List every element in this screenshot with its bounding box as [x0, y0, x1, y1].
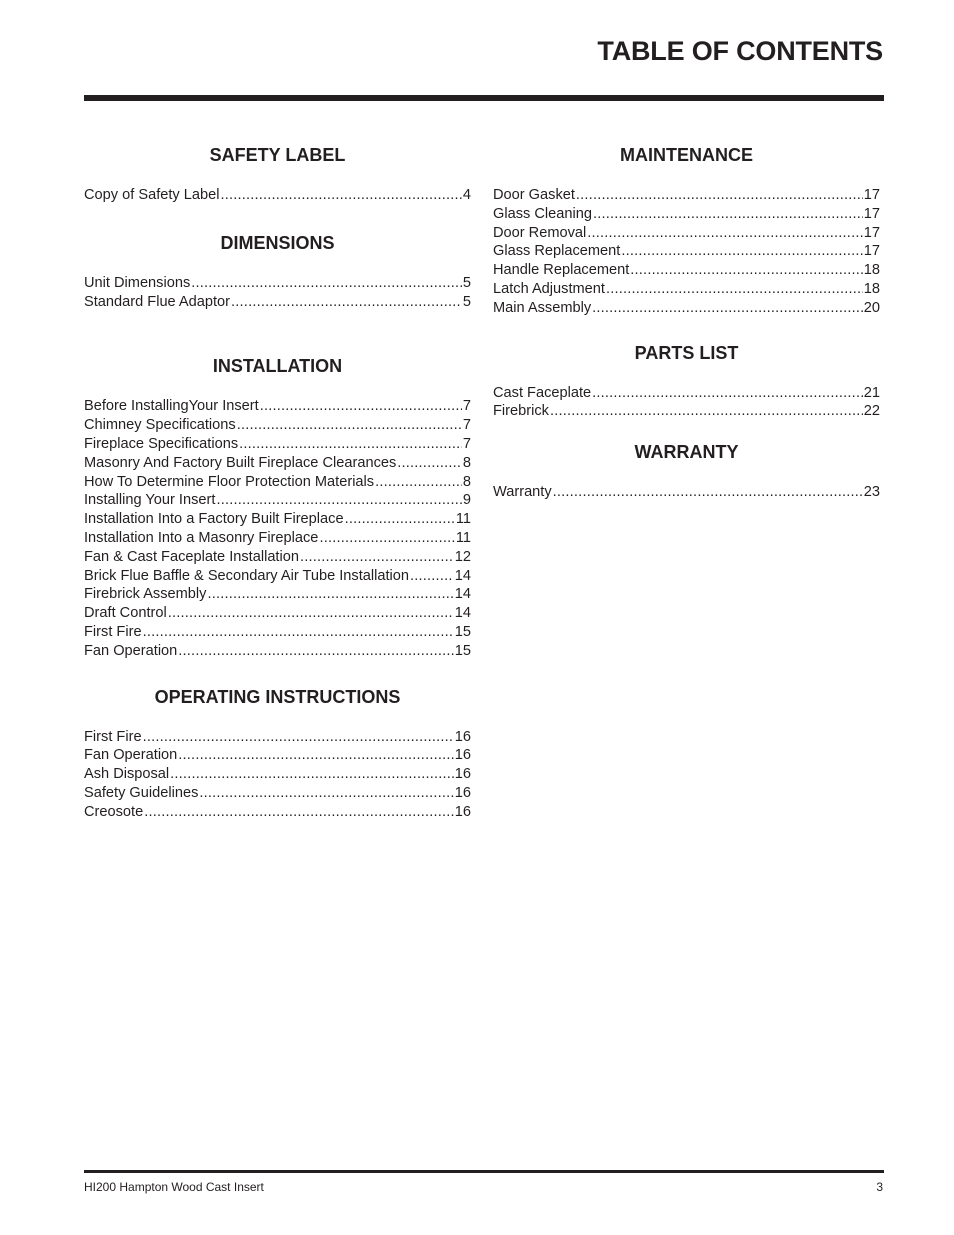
dot-leader [630, 261, 862, 280]
toc-entry[interactable] [84, 397, 471, 416]
toc-entry[interactable] [84, 765, 471, 784]
dot-leader [606, 280, 863, 299]
entry-title: Glass Replacement [493, 243, 621, 260]
toc-entry[interactable] [493, 402, 880, 421]
dot-leader [592, 384, 863, 403]
page-title: TABLE OF CONTENTS [597, 36, 883, 66]
section-parts-list [493, 342, 880, 422]
toc-entry[interactable] [84, 567, 471, 586]
entry-title: Handle Replacement [493, 262, 630, 279]
entry-title: Unit Dimensions [84, 274, 191, 291]
toc-entry[interactable] [84, 548, 471, 567]
toc-entry[interactable] [84, 585, 471, 604]
toc-entry[interactable] [84, 529, 471, 548]
footer-document-name: HI200 Hampton Wood Cast Insert [84, 1180, 264, 1194]
toc-entry[interactable] [84, 642, 471, 661]
toc-entry[interactable] [493, 186, 880, 205]
toc-entry[interactable] [84, 728, 471, 747]
entry-page-number: 16 [454, 766, 471, 783]
entry-title: Draft Control [84, 605, 167, 622]
dot-leader [178, 746, 453, 765]
dot-leader [550, 402, 863, 421]
entry-page-number: 9 [462, 492, 471, 509]
dot-leader [199, 784, 453, 803]
entry-page-number: 12 [454, 548, 471, 565]
entry-page-number: 8 [462, 473, 471, 490]
dot-leader [553, 483, 863, 502]
toc-entry[interactable] [493, 205, 880, 224]
entry-list [84, 728, 471, 822]
entry-title: Fan Operation [84, 642, 178, 659]
dot-leader [397, 454, 462, 473]
footer-page-number: 3 [876, 1180, 883, 1194]
dot-leader [170, 765, 454, 784]
dot-leader [592, 299, 863, 318]
entry-list [84, 186, 471, 205]
dot-leader [216, 491, 461, 510]
dot-leader [587, 224, 862, 243]
section-dimensions [84, 232, 471, 312]
section-heading: DIMENSIONS [220, 232, 335, 253]
toc-entry[interactable] [84, 491, 471, 510]
entry-page-number: 7 [462, 435, 471, 452]
entry-title: Door Gasket [493, 187, 575, 203]
entry-title: Creosote [84, 803, 144, 820]
entry-title: Firebrick [493, 403, 549, 420]
entry-page-number: 17 [863, 187, 880, 203]
entry-list [493, 483, 880, 502]
dot-leader [143, 623, 454, 642]
entry-title: Installing Your Insert [84, 492, 216, 509]
toc-entry[interactable] [84, 416, 471, 435]
dot-leader [621, 242, 862, 261]
entry-title: Before InstallingYour Insert [84, 398, 259, 415]
entry-title: Door Removal [493, 224, 587, 241]
dot-leader [260, 397, 462, 416]
entry-list [84, 274, 471, 312]
entry-page-number: 17 [863, 243, 880, 260]
entry-title: First Fire [84, 623, 142, 640]
toc-entry[interactable] [493, 483, 880, 502]
entry-page-number: 7 [462, 417, 471, 434]
entry-list [493, 384, 880, 422]
dot-leader [178, 642, 453, 661]
toc-entry[interactable] [84, 784, 471, 803]
entry-title: Installation Into a Masonry Fireplace [84, 529, 319, 546]
entry-title: Latch Adjustment [493, 280, 605, 297]
section-heading: SAFETY LABEL [209, 145, 346, 165]
entry-page-number: 14 [454, 605, 471, 622]
entry-page-number: 16 [454, 784, 471, 801]
entry-page-number: 17 [863, 205, 880, 222]
entry-title: How To Determine Floor Protection Materials [84, 473, 375, 490]
toc-entry[interactable] [84, 454, 471, 473]
dot-leader [143, 728, 454, 747]
toc-entry[interactable] [493, 384, 880, 403]
entry-page-number: 18 [863, 280, 880, 297]
dot-leader [410, 567, 454, 586]
toc-entry[interactable] [84, 803, 471, 822]
entry-title: Masonry And Factory Built Fireplace Clearances [84, 454, 397, 471]
entry-title: Fan & Cast Faceplate Installation [84, 548, 299, 565]
toc-left-column [84, 144, 471, 822]
entry-page-number: 22 [863, 403, 880, 420]
entry-page-number: 16 [454, 747, 471, 764]
entry-title: Firebrick Assembly [84, 586, 207, 603]
entry-title: Cast Faceplate [493, 384, 592, 401]
dot-leader [300, 548, 454, 567]
entry-page-number: 11 [455, 529, 471, 546]
toc-entry[interactable] [493, 280, 880, 299]
entry-page-number: 15 [454, 642, 471, 659]
entry-list [493, 186, 880, 318]
dot-leader [144, 803, 454, 822]
toc-entry[interactable] [84, 746, 471, 765]
footer-divider [84, 1170, 884, 1173]
section-installation [84, 355, 471, 660]
entry-title: First Fire [84, 728, 142, 745]
entry-page-number: 7 [462, 398, 471, 415]
entry-title: Brick Flue Baffle & Secondary Air Tube Installation [84, 567, 410, 584]
dot-leader [319, 529, 454, 548]
section-warranty [493, 441, 880, 502]
entry-page-number: 5 [462, 293, 471, 310]
header-divider [84, 95, 884, 101]
section-maintenance [493, 144, 880, 318]
entry-page-number: 18 [863, 262, 880, 279]
entry-title: Main Assembly [493, 299, 592, 316]
toc-entry[interactable] [493, 299, 880, 318]
entry-page-number: 14 [454, 586, 471, 603]
toc-right-column [493, 144, 880, 502]
entry-page-number: 8 [462, 454, 471, 471]
toc-entry[interactable] [84, 604, 471, 623]
entry-page-number: 14 [454, 567, 471, 584]
section-heading: MAINTENANCE [620, 145, 753, 165]
toc-entry[interactable] [84, 186, 471, 205]
entry-page-number: 23 [863, 484, 880, 501]
entry-page-number: 16 [454, 803, 471, 820]
dot-leader [239, 435, 462, 454]
dot-leader [207, 585, 453, 604]
toc-entry[interactable] [493, 261, 880, 280]
section-heading: WARRANTY [634, 442, 739, 463]
entry-title: Warranty [493, 484, 552, 501]
entry-title: Ash Disposal [84, 766, 170, 783]
toc-entry[interactable] [84, 510, 471, 529]
dot-leader [191, 274, 462, 293]
section-operating-instructions [84, 686, 471, 822]
entry-page-number: 5 [462, 274, 471, 291]
toc-entry[interactable] [84, 274, 471, 293]
entry-title: Glass Cleaning [493, 205, 592, 222]
dot-leader [593, 205, 863, 224]
dot-leader [375, 473, 462, 492]
entry-page-number: 20 [863, 299, 880, 316]
dot-leader [231, 293, 462, 312]
entry-page-number: 4 [462, 187, 471, 203]
entry-page-number: 16 [454, 728, 471, 745]
entry-page-number: 17 [863, 224, 880, 241]
toc-entry[interactable] [493, 242, 880, 261]
toc-entry[interactable] [84, 623, 471, 642]
section-heading: OPERATING INSTRUCTIONS [154, 686, 401, 707]
dot-leader [237, 416, 462, 435]
dot-leader [220, 186, 461, 205]
entry-page-number: 11 [455, 511, 471, 528]
entry-page-number: 21 [863, 384, 880, 401]
toc-entry[interactable] [84, 293, 471, 312]
section-safety-label [84, 144, 471, 205]
entry-list [84, 397, 471, 660]
section-heading: INSTALLATION [212, 356, 343, 377]
dot-leader [345, 510, 455, 529]
entry-title: Copy of Safety Label [84, 187, 220, 203]
entry-title: Standard Flue Adaptor [84, 293, 231, 310]
entry-page-number: 15 [454, 623, 471, 640]
entry-title: Safety Guidelines [84, 784, 199, 801]
dot-leader [168, 604, 454, 623]
toc-entry[interactable] [84, 473, 471, 492]
entry-title: Installation Into a Factory Built Fireplace [84, 511, 344, 528]
dot-leader [576, 186, 863, 205]
toc-entry[interactable] [84, 435, 471, 454]
entry-title: Chimney Specifications [84, 417, 236, 434]
toc-entry[interactable] [493, 224, 880, 243]
entry-title: Fan Operation [84, 747, 178, 764]
section-heading: PARTS LIST [634, 342, 739, 363]
entry-title: Fireplace Specifications [84, 435, 239, 452]
